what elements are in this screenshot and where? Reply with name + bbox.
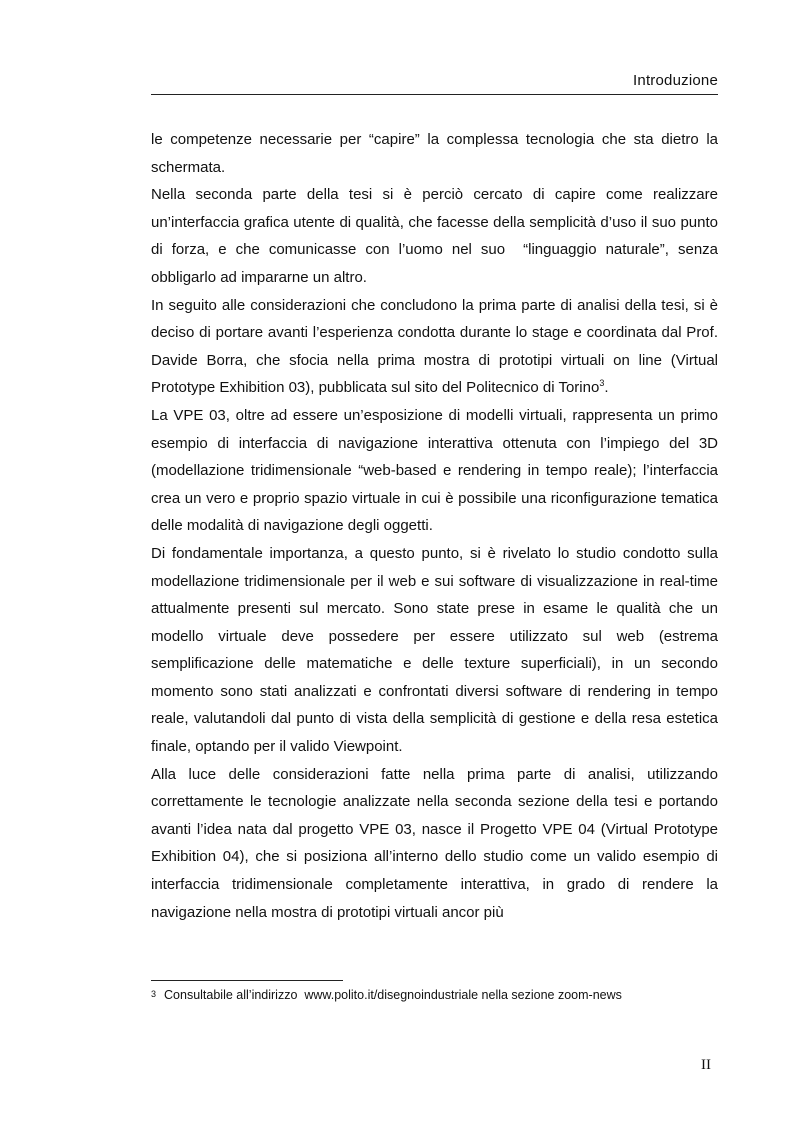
- footnote: [151, 986, 751, 1004]
- paragraph: Nella seconda parte della tesi si è perciò cercato di capire come realizzare un’interfaccia grafica utente di qualità, che facesse della semplicità d’uso il suo punto di forza, e che comunicasse con l’uomo nel suo “linguaggio naturale”, senza obbligarlo ad impararne un altro.: [151, 186, 718, 286]
- footnote-mark: 3: [151, 989, 157, 999]
- sentence-end: .: [604, 379, 609, 397]
- footnote-text: Consultabile all’indirizzo www.polito.it/disegnoindustriale nella sezione zoom-news: [164, 988, 622, 1002]
- paragraph-text: In seguito alle considerazioni che concludono la prima parte di analisi della tesi, si è deciso di portare avanti l’esperienza condotta durante lo stage e coordinata dal Prof. Davide Borra, che sfocia nella prima mostra di prototipi virtuali on line (Virtual Prototype Exhibition 03), pubblicata sul sito del Politecnico di Torino: [151, 296, 718, 397]
- paragraph: Alla luce delle considerazioni fatte nella prima parte di analisi, utilizzando correttamente le tecnologie analizzate nella seconda sezione della tesi e portando avanti l’idea nata dal progetto VPE 03, nasce il Progetto VPE 04 (Virtual Prototype Exhibition 04), che si posiziona all’interno dello studio come un valido esempio di interfaccia tridimensionale completamente interattiva, in grado di rendere la navigazione nella mostra di prototipi virtuali ancor più: [151, 765, 718, 921]
- paragraph: Di fondamentale importanza, a questo punto, si è rivelato lo studio condotto sulla modellazione tridimensionale per il web e sui software di visualizzazione in real-time attualmente presenti sul mercato. Sono state prese in esame le qualità che un modello virtuale deve possedere per essere utilizzato sul web (estrema semplificazione delle matematiche e delle texture superficiali), in un secondo momento sono stati analizzati e confrontati diversi software di rendering in tempo reale, valutandoli dal punto di vista della semplicità di gestione e della resa estetica finale, optando per il valido Viewpoint.: [151, 544, 718, 756]
- paragraph: La VPE 03, oltre ad essere un’esposizione di modelli virtuali, rappresenta un primo esempio di interfaccia di navigazione interattiva ottenuta con l’impiego del 3D (modellazione tridimensionale “web-based e rendering in tempo reale); l’interfaccia crea un vero e proprio spazio virtuale in cui è possibile una riconfigurazione tematica delle modalità di navigazione degli oggetti.: [151, 406, 718, 535]
- page-number: II: [701, 1057, 711, 1073]
- footnote-reference: 3: [599, 378, 605, 389]
- body-text: [151, 126, 718, 926]
- paragraph: le competenze necessarie per “capire” la complessa tecnologia che sta dietro la schermata.: [151, 131, 718, 176]
- footnote-divider: [151, 980, 343, 981]
- chapter-title: Introduzione: [633, 72, 718, 89]
- paragraph-with-footnote: [151, 292, 718, 402]
- page-header: [151, 72, 718, 95]
